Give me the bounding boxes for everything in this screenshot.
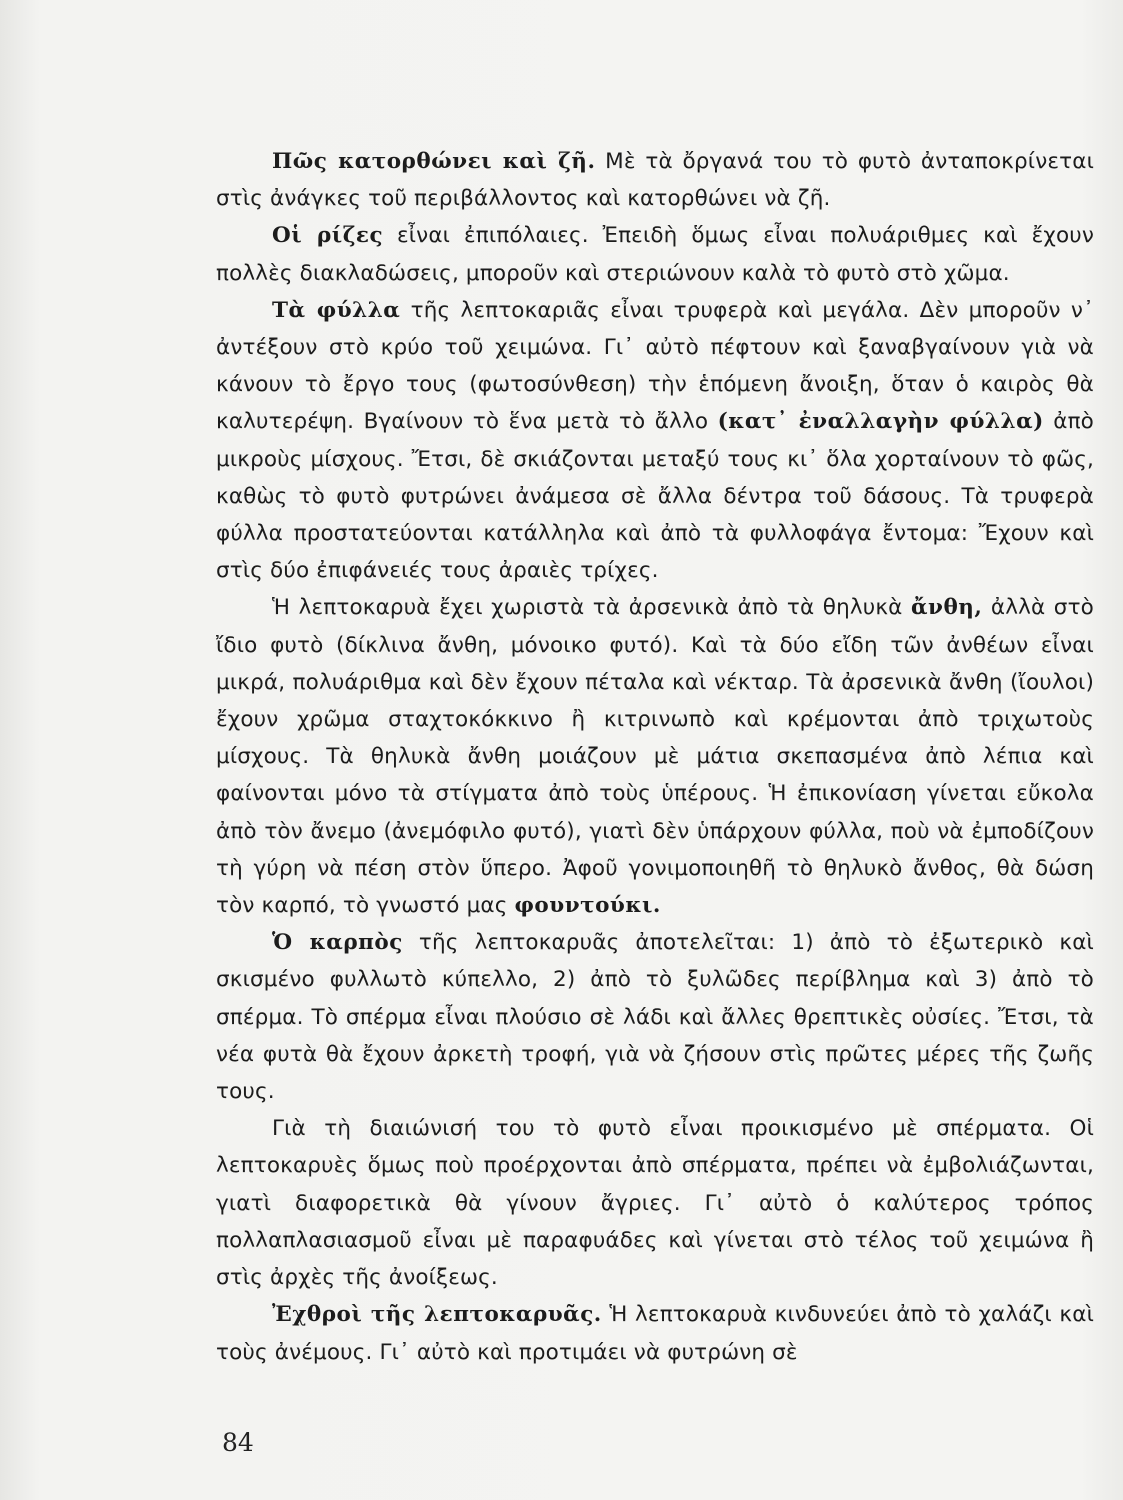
bold-term: Ἐχθροὶ τῆς λεπτοκαρυᾶς. xyxy=(272,1302,602,1328)
text-run: Ἡ λεπτοκαρυὰ ἔχει χωριστὰ τὰ ἀρσενικὰ ἀπὸ τὰ θηλυκὰ xyxy=(272,595,911,621)
bold-term: φουντούκι. xyxy=(514,893,661,919)
text-run: τῆς λεπτοκαριᾶς εἶναι τρυφερὰ καὶ μεγάλα. Δὲν μποροῦν ν᾽ ἀντέξουν στὸ κρύο τοῦ χειμώνα. Γι᾽ αὐτὸ πέφτουν καὶ ξαναβγαίνουν γιὰ νὰ κάνουν τὸ ἔργο τους (φωτοσύνθεση) τὴν ἑπόμενη ἄνοιξη, ὅταν ὁ καιρὸς θὰ καλυτερέψη. Βγαίνουν τὸ ἕνα μετὰ τὸ ἄλλο xyxy=(216,297,1094,435)
bold-term: Πῶς κατορθώνει καὶ ζῆ. xyxy=(272,149,596,174)
bold-term: (κατ᾽ ἐναλλαγὴν φύλλα) xyxy=(717,409,1044,435)
paragraph xyxy=(216,143,1094,217)
text-run: Μὲ τὰ ὄργανά του τὸ φυτὸ ἀνταποκρίνεται στὶς ἀνάγκες τοῦ περιβάλλοντος καὶ κατορθώνει νὰ ζῆ. xyxy=(216,149,1094,212)
bold-term: ἄνθη, xyxy=(910,595,983,621)
text-run: Γιὰ τὴ διαιώνισή του τὸ φυτὸ εἶναι προικισμένο μὲ σπέρματα. Οἱ λεπτοκαρυὲς ὅμως ποὺ προέρχονται ἀπὸ σπέρματα, πρέπει νὰ ἐμβολιάζωνται, γιατὶ διαφορετικὰ θὰ γίνουν ἄγριες. Γι᾽ αὐτὸ ὁ καλύτερος τρόπος πολλαπλασιασμοῦ εἶναι μὲ παραφυάδες καὶ γίνεται στὸ τέλος τοῦ χειμώνα ἢ στὶς ἀρχὲς τῆς ἀνοίξεως. xyxy=(216,1116,1094,1291)
paragraph xyxy=(216,589,1094,924)
text-run: ἀλλὰ στὸ ἴδιο φυτὸ (δίκλινα ἄνθη, μόνοικο φυτό). Καὶ τὰ δύο εἴδη τῶν ἀνθέων εἶναι μικρά, πολυάριθμα καὶ δὲν ἔχουν πέταλα καὶ νέκταρ. Τὰ ἀρσενικὰ ἄνθη (ἴουλοι) ἔχουν χρῶμα σταχτοκόκκινο ἢ κιτρινωπὸ καὶ κρέμονται ἀπὸ τριχωτοὺς μίσχους. Τὰ θηλυκὰ ἄνθη μοιάζουν μὲ μάτια σκεπασμένα ἀπὸ λέπια καὶ φαίνονται μόνο τὰ στίγματα ἀπὸ τοὺς ὑπέρους. Ἡ ἐπικονίαση γίνεται εὔκολα ἀπὸ τὸν ἄνεμο (ἀνεμόφιλο φυτό), γιατὶ δὲν ὑπάρχουν φύλλα, ποὺ νὰ ἐμποδίζουν τὴ γύρη νὰ πέση στὸν ὕπερο. Ἀφοῦ γονιμοποιηθῆ τὸ θηλυκὸ ἄνθος, θὰ δώση τὸν καρπό, τὸ γνωστό μας xyxy=(216,595,1094,919)
paragraph xyxy=(216,1110,1094,1296)
text-run: τῆς λεπτοκαρυᾶς ἀποτελεῖται: 1) ἀπὸ τὸ ἐξωτερικὸ καὶ σκισμένο φυλλωτὸ κύπελλο, 2) ἀπὸ τὸ ξυλῶδες περίβλημα καὶ 3) ἀπὸ τὸ σπέρμα. Τὸ σπέρμα εἶναι πλούσιο σὲ λάδι καὶ ἄλλες θρεπτικὲς οὐσίες. Ἔτσι, τὰ νέα φυτὰ θὰ ἔχουν ἀρκετὴ τροφή, γιὰ νὰ ζήσουν στὶς πρῶτες μέρες τῆς ζωῆς τους. xyxy=(216,930,1094,1105)
text-run: Ἡ λεπτοκαρυὰ κινδυνεύει ἀπὸ τὸ χαλάζι καὶ τοὺς ἀνέμους. Γι᾽ αὐτὸ καὶ προτιμάει νὰ φυτρώνη σὲ xyxy=(216,1302,1094,1365)
paragraph xyxy=(216,217,1094,291)
paragraph xyxy=(216,924,1094,1110)
text-run: εἶναι ἐπιπόλαιες. Ἐπειδὴ ὅμως εἶναι πολυάριθμες καὶ ἔχουν πολλὲς διακλαδώσεις, μποροῦν καὶ στεριώνουν καλὰ τὸ φυτὸ στὸ χῶμα. xyxy=(216,223,1094,286)
paragraph xyxy=(216,1296,1094,1370)
body-text xyxy=(216,143,1094,1371)
bold-term: Τὰ φύλλα xyxy=(272,297,401,323)
bold-term: Ὁ καρπὸς xyxy=(272,930,403,956)
text-run: ἀπὸ μικροὺς μίσχους. Ἔτσι, δὲ σκιάζονται μεταξύ τους κι᾽ ὅλα χορταίνουν τὸ φῶς, καθὼς τὸ φυτὸ φυτρώνει ἀνάμεσα σὲ ἄλλα δέντρα τοῦ δάσους. Τὰ τρυφερὰ φύλλα προστατεύονται κατάλληλα καὶ ἀπὸ τὰ φυλλοφάγα ἔντομα: Ἔχουν καὶ στὶς δύο ἐπιφάνειές τους ἀραιὲς τρίχες. xyxy=(216,409,1094,584)
bold-term: Οἱ ρίζες xyxy=(272,223,384,249)
paragraph xyxy=(216,292,1094,590)
page-number: 84 xyxy=(222,1428,254,1457)
